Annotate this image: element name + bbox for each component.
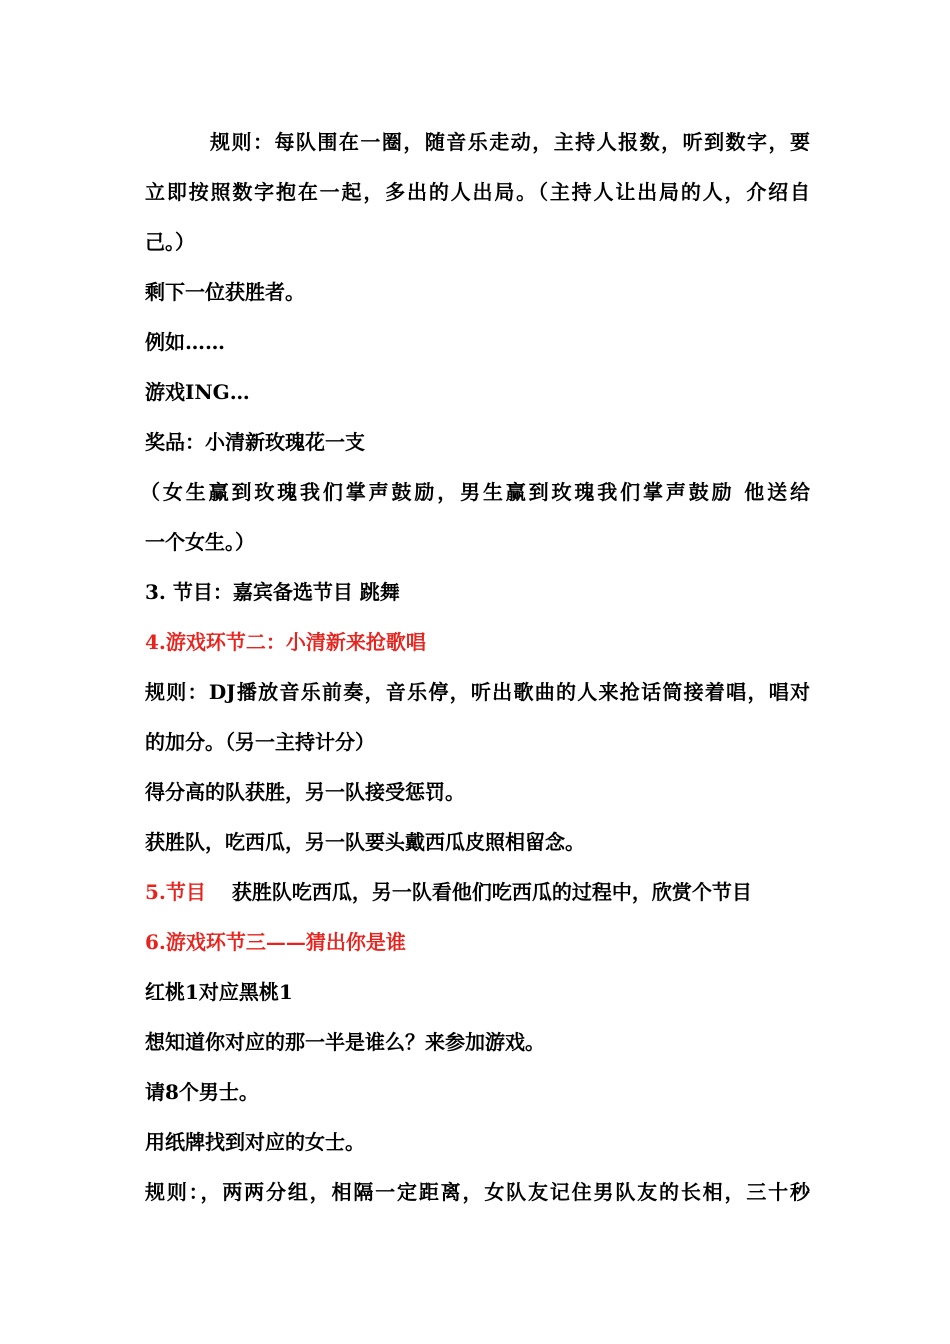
winner-line: 剩下一位获胜者。 xyxy=(145,280,305,304)
program-5-heading: 5.节目 xyxy=(145,880,206,904)
prize-line: 奖品：小清新玫瑰花一支 xyxy=(145,430,365,454)
rule-line-3: 己。） xyxy=(145,230,195,254)
program-3-line: 3. 节目：嘉宾备选节目 跳舞 xyxy=(145,580,400,604)
game-2-penalty-line: 获胜队，吃西瓜，另一队要头戴西瓜皮照相留念。 xyxy=(145,830,585,854)
game-3-heading: 6.游戏环节三——猜出你是谁 xyxy=(145,930,406,954)
program-5-text: 获胜队吃西瓜，另一队看他们吃西瓜的过程中，欣赏个节目 xyxy=(231,880,752,904)
game-2-rule-line-2: 的加分。（另一主持计分） xyxy=(145,730,375,754)
find-women-line: 用纸牌找到对应的女士。 xyxy=(145,1130,365,1154)
cards-line: 红桃1对应黑桃1 xyxy=(145,980,293,1004)
prize-note-line-2: 一个女生。） xyxy=(145,530,255,554)
game-2-result-line: 得分高的队获胜，另一队接受惩罚。 xyxy=(145,780,465,804)
prize-note-line-1: （女生赢到玫瑰我们掌声鼓励，男生赢到玫瑰我们掌声鼓励 他送给 xyxy=(140,480,810,504)
game-2-heading: 4.游戏环节二：小清新来抢歌唱 xyxy=(145,630,426,654)
example-line: 例如…… xyxy=(145,330,225,354)
invite-line: 想知道你对应的那一半是谁么？来参加游戏。 xyxy=(145,1030,545,1054)
game-2-rule-line-1: 规则：DJ播放音乐前奏，音乐停，听出歌曲的人来抢话筒接着唱，唱对 xyxy=(145,680,810,704)
rule-line-1: 规则：每队围在一圈，随音乐走动，主持人报数，听到数字，要 xyxy=(210,130,810,154)
game-3-rule-line: 规则：，两两分组，相隔一定距离，女队友记住男队友的长相，三十秒 xyxy=(145,1180,810,1204)
program-5-line xyxy=(145,878,810,906)
rule-line-2: 立即按照数字抱在一起，多出的人出局。（主持人让出局的人，介绍自 xyxy=(145,180,810,204)
game-ing-line: 游戏ING… xyxy=(145,380,250,404)
men-line: 请8个男士。 xyxy=(145,1080,259,1104)
